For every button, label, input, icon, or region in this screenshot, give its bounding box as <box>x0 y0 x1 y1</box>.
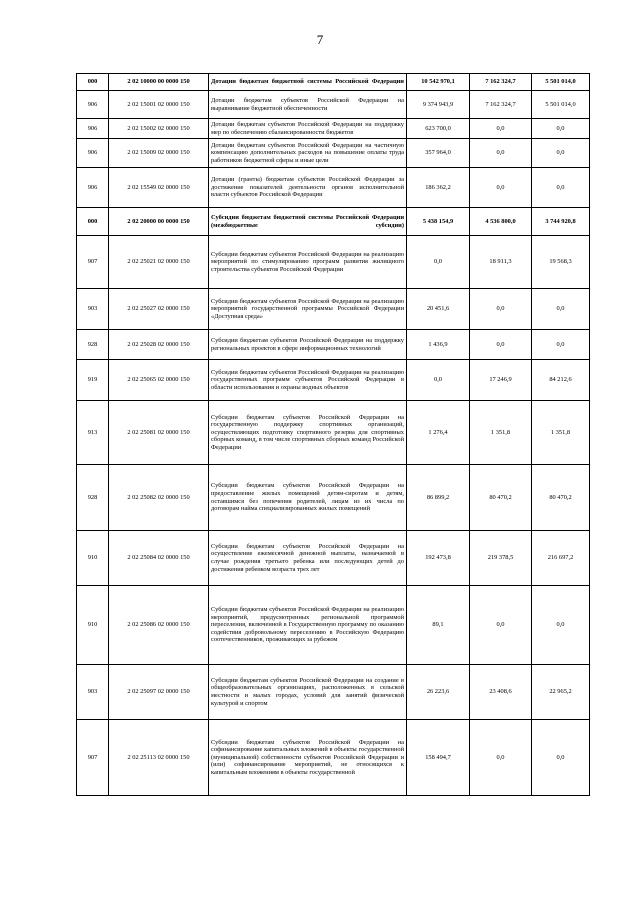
amount-2022-cell: 7 162 324,7 <box>470 91 532 119</box>
amount-2023-cell: 1 351,8 <box>532 401 590 465</box>
admin-code-cell: 913 <box>77 401 109 465</box>
budget-classification-code-cell: 2 02 25021 02 0000 150 <box>109 236 209 289</box>
page-number: 7 <box>316 32 324 47</box>
table-row <box>77 330 590 360</box>
amount-2022-cell: 0,0 <box>470 289 532 330</box>
revenue-name-cell: Субсидии бюджетам субъектов Российской Федерации на реализацию мероприятий, предусмотренных региональной программой переселения, включенной в Государственную программу по оказанию содействия добровольному переселению в Российскую Федерацию соотечественников, проживающих за рубежом <box>209 586 407 665</box>
amount-2023-cell: 216 697,2 <box>532 531 590 586</box>
revenue-name-cell: Субсидии бюджетам субъектов Российской Федерации на софинансирование капитальных вложений в объекты государственной (муниципальной) собственности субъектов Российской Федерации и (или) софинансирование мероприятий, не относящихся к капитальным вложениям в объекты государственной <box>209 720 407 796</box>
amount-2023-cell: 0,0 <box>532 289 590 330</box>
budget-classification-code-cell: 2 02 15002 02 0000 150 <box>109 119 209 139</box>
admin-code-cell: 907 <box>77 236 109 289</box>
admin-code-cell: 928 <box>77 465 109 531</box>
amount-2022-cell: 0,0 <box>470 139 532 168</box>
admin-code-cell: 919 <box>77 360 109 401</box>
amount-2022-cell: 0,0 <box>470 720 532 796</box>
budget-classification-code-cell: 2 02 25028 02 0000 150 <box>109 330 209 360</box>
table-body <box>77 74 590 796</box>
amount-2021-cell: 357 964,0 <box>407 139 470 168</box>
revenue-name-cell: Субсидии бюджетам субъектов Российской Федерации на осуществление ежемесячной денежной выплаты, назначаемой в случае рождения третьего ребенка или последующих детей до достижения ребенком возраста трех лет <box>209 531 407 586</box>
budget-classification-code-cell: 2 02 15009 02 0000 150 <box>109 139 209 168</box>
table-row <box>77 465 590 531</box>
amount-2023-cell: 5 501 014,0 <box>532 91 590 119</box>
admin-code-cell: 906 <box>77 91 109 119</box>
amount-2021-cell: 86 899,2 <box>407 465 470 531</box>
budget-classification-code-cell: 2 02 25082 02 0000 150 <box>109 465 209 531</box>
table-row <box>77 720 590 796</box>
budget-classification-code-cell: 2 02 25113 02 0000 150 <box>109 720 209 796</box>
admin-code-cell: 903 <box>77 289 109 330</box>
budget-revenue-table <box>76 73 590 796</box>
amount-2023-cell: 0,0 <box>532 168 590 208</box>
table-row <box>77 236 590 289</box>
revenue-name-cell: Дотации бюджетам субъектов Российской Федерации на выравнивание бюджетной обеспеченности <box>209 91 407 119</box>
amount-2022-cell: 4 536 800,0 <box>470 208 532 236</box>
amount-2021-cell: 5 438 154,9 <box>407 208 470 236</box>
amount-2022-cell: 0,0 <box>470 330 532 360</box>
revenue-name-cell: Субсидии бюджетам субъектов Российской Федерации на предоставление жилых помещений детям-сиротам и детям, оставшимся без попечения родителей, лицам из их числа по договорам найма специализированных жилых помещений <box>209 465 407 531</box>
table-row <box>77 665 590 720</box>
amount-2021-cell: 1 276,4 <box>407 401 470 465</box>
admin-code-cell: 906 <box>77 119 109 139</box>
amount-2023-cell: 0,0 <box>532 119 590 139</box>
table-row <box>77 119 590 139</box>
table-row <box>77 401 590 465</box>
table-row <box>77 168 590 208</box>
budget-classification-code-cell: 2 02 25081 02 0000 150 <box>109 401 209 465</box>
amount-2023-cell: 0,0 <box>532 330 590 360</box>
table-row <box>77 91 590 119</box>
revenue-name-cell: Дотации бюджетам бюджетной системы Российской Федерации <box>209 74 407 91</box>
amount-2022-cell: 1 351,8 <box>470 401 532 465</box>
amount-2023-cell: 84 212,6 <box>532 360 590 401</box>
budget-classification-code-cell: 2 02 20000 00 0000 150 <box>109 208 209 236</box>
revenue-name-cell: Дотации (гранты) бюджетам субъектов Российской Федерации за достижение показателей деятельности органов исполнительной власти субъектов Российской Федерации <box>209 168 407 208</box>
admin-code-cell: 906 <box>77 139 109 168</box>
revenue-name-cell: Субсидии бюджетам бюджетной системы Российской Федерации (межбюджетные субсидии) <box>209 208 407 236</box>
admin-code-cell: 928 <box>77 330 109 360</box>
revenue-name-cell: Субсидии бюджетам субъектов Российской Федерации на поддержку региональных проектов в сфере информационных технологий <box>209 330 407 360</box>
admin-code-cell: 903 <box>77 665 109 720</box>
revenue-name-cell: Дотации бюджетам субъектов Российской Федерации на частичную компенсацию дополнительных расходов на повышение оплаты труда работников бюджетной сферы и иные цели <box>209 139 407 168</box>
amount-2021-cell: 158 494,7 <box>407 720 470 796</box>
revenue-name-cell: Субсидии бюджетам субъектов Российской Федерации на создание в общеобразовательных организациях, расположенных в сельской местности и малых городах, условий для занятий физической культурой и спортом <box>209 665 407 720</box>
amount-2022-cell: 0,0 <box>470 586 532 665</box>
amount-2022-cell: 0,0 <box>470 119 532 139</box>
amount-2023-cell: 5 501 014,0 <box>532 74 590 91</box>
amount-2023-cell: 3 744 920,8 <box>532 208 590 236</box>
revenue-name-cell: Дотации бюджетам субъектов Российской Федерации на поддержку мер по обеспечению сбалансированности бюджетов <box>209 119 407 139</box>
amount-2021-cell: 20 451,6 <box>407 289 470 330</box>
amount-2023-cell: 0,0 <box>532 139 590 168</box>
amount-2021-cell: 186 362,2 <box>407 168 470 208</box>
amount-2021-cell: 1 436,9 <box>407 330 470 360</box>
revenue-name-cell: Субсидии бюджетам субъектов Российской Федерации на реализацию мероприятий государственной программы Российской Федерации «Доступная среда» <box>209 289 407 330</box>
amount-2021-cell: 89,1 <box>407 586 470 665</box>
amount-2023-cell: 19 568,3 <box>532 236 590 289</box>
amount-2022-cell: 17 246,9 <box>470 360 532 401</box>
amount-2021-cell: 26 223,6 <box>407 665 470 720</box>
amount-2023-cell: 22 965,2 <box>532 665 590 720</box>
budget-classification-code-cell: 2 02 10000 00 0000 150 <box>109 74 209 91</box>
revenue-name-cell: Субсидии бюджетам субъектов Российской Федерации на государственную поддержку спортивных организаций, осуществляющих подготовку спортивного резерва для спортивных сборных команд, в том числе спортивных сборных команд Российской Федерации <box>209 401 407 465</box>
admin-code-cell: 910 <box>77 531 109 586</box>
amount-2021-cell: 623 700,0 <box>407 119 470 139</box>
table-row <box>77 360 590 401</box>
table-row-total <box>77 208 590 236</box>
amount-2021-cell: 0,0 <box>407 360 470 401</box>
table-row <box>77 289 590 330</box>
amount-2021-cell: 10 542 970,1 <box>407 74 470 91</box>
revenue-name-cell: Субсидии бюджетам субъектов Российской Федерации на реализацию государственных программ субъектов Российской Федерации в области использования и охраны водных объектов <box>209 360 407 401</box>
budget-classification-code-cell: 2 02 15549 02 0000 150 <box>109 168 209 208</box>
admin-code-cell: 000 <box>77 74 109 91</box>
budget-classification-code-cell: 2 02 25084 02 0000 150 <box>109 531 209 586</box>
table-row <box>77 531 590 586</box>
amount-2023-cell: 0,0 <box>532 586 590 665</box>
admin-code-cell: 906 <box>77 168 109 208</box>
budget-classification-code-cell: 2 02 15001 02 0000 150 <box>109 91 209 119</box>
amount-2021-cell: 0,0 <box>407 236 470 289</box>
amount-2022-cell: 0,0 <box>470 168 532 208</box>
amount-2022-cell: 80 470,2 <box>470 465 532 531</box>
table-row <box>77 586 590 665</box>
revenue-name-cell: Субсидии бюджетам субъектов Российской Федерации на реализацию мероприятий по стимулированию программ развития жилищного строительства субъектов Российской Федерации <box>209 236 407 289</box>
table-row <box>77 139 590 168</box>
amount-2022-cell: 219 378,5 <box>470 531 532 586</box>
budget-classification-code-cell: 2 02 25065 02 0000 150 <box>109 360 209 401</box>
table-row-total <box>77 74 590 91</box>
admin-code-cell: 000 <box>77 208 109 236</box>
amount-2022-cell: 7 162 324,7 <box>470 74 532 91</box>
budget-classification-code-cell: 2 02 25027 02 0000 150 <box>109 289 209 330</box>
budget-classification-code-cell: 2 02 25086 02 0000 150 <box>109 586 209 665</box>
admin-code-cell: 907 <box>77 720 109 796</box>
admin-code-cell: 910 <box>77 586 109 665</box>
amount-2023-cell: 80 470,2 <box>532 465 590 531</box>
amount-2021-cell: 9 374 943,9 <box>407 91 470 119</box>
amount-2021-cell: 192 473,8 <box>407 531 470 586</box>
amount-2022-cell: 23 408,6 <box>470 665 532 720</box>
amount-2023-cell: 0,0 <box>532 720 590 796</box>
budget-classification-code-cell: 2 02 25097 02 0000 150 <box>109 665 209 720</box>
amount-2022-cell: 18 911,3 <box>470 236 532 289</box>
